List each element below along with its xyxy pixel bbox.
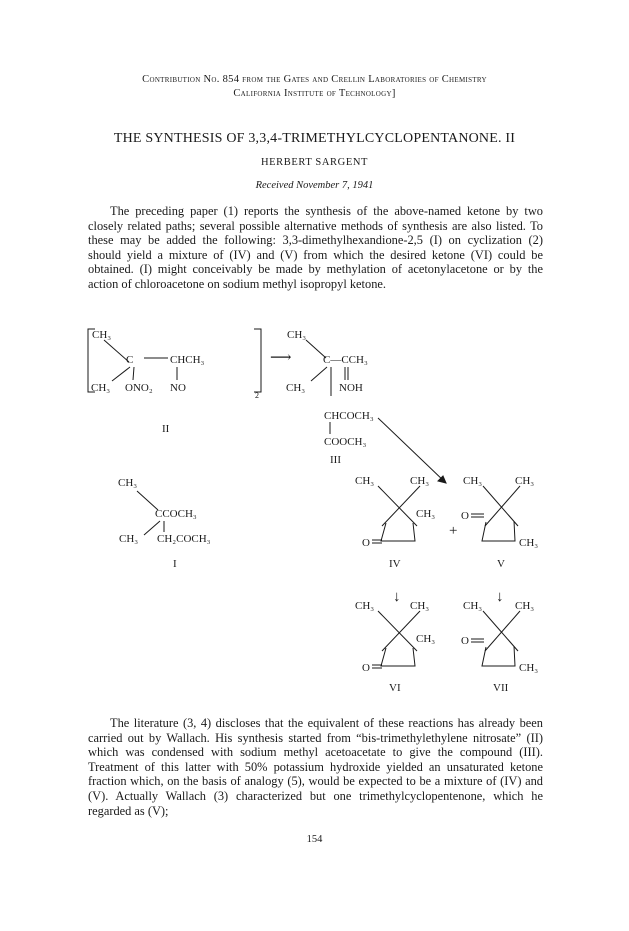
plus-sign: + (449, 523, 458, 539)
label-v: V (497, 558, 505, 570)
iv-ch3-b: CH₃ (410, 475, 430, 487)
iii-ch3-left: CH₃ (286, 382, 306, 394)
i-ch3-top: CH₃ (118, 477, 138, 489)
article-title: THE SYNTHESIS OF 3,3,4-TRIMETHYLCYCLOPENTANONE. II (113, 131, 516, 146)
literature-paragraph (88, 716, 543, 818)
iv-ch3-a: CH₃ (355, 475, 375, 487)
vi-oxygen: O (362, 662, 370, 674)
v-ch3-a: CH₃ (463, 475, 483, 487)
iii-noh: NOH (339, 382, 363, 394)
paragraph-text: The preceding paper (1) reports the synthesis of the above-named ketone by two closely related paths; several possible alternative methods of synthesis are also listed. To these may be added the following: 3,3-dimethylhexandione-2,5 (I) on cyclization (2) should yield a mixture of (IV) and (V) from which the desired ketone (VI) could be obtained. (I) might conceivably be made by methylation of acetonylacetone or by the action of chloroacetone on sodium methyl isopropyl ketone. (88, 204, 543, 291)
vi-ch3-a: CH₃ (355, 600, 375, 612)
ii-ch3-bottom: CH₃ (91, 382, 111, 394)
vi-ch3-c: CH₃ (416, 633, 436, 645)
label-iii: III (330, 454, 341, 466)
v-oxygen: O (461, 510, 469, 522)
contribution-header-line1: Contribution No. 854 from the Gates and Crellin Laboratories of Chemistry (142, 74, 487, 85)
page-number: 154 (306, 834, 323, 845)
v-ch3-c: CH₃ (519, 537, 539, 549)
vii-oxygen: O (461, 635, 469, 647)
intro-paragraph (88, 204, 543, 292)
ii-ono2: ONO₂ (125, 382, 153, 394)
ii-chch3: CHCH₃ (170, 354, 205, 366)
i-ch2coch3: CH₂COCH₃ (157, 533, 211, 545)
reaction-scheme (0, 318, 629, 708)
vi-ch3-b: CH₃ (410, 600, 430, 612)
vii-ch3-a: CH₃ (463, 600, 483, 612)
label-ii: II (162, 423, 170, 435)
iii-c-cch3: C—CCH₃ (323, 354, 368, 366)
iii-ch3-top: CH₃ (287, 329, 307, 341)
i-ch3-left: CH₃ (119, 533, 139, 545)
label-vii: VII (493, 682, 509, 694)
ii-ch3-top: CH₃ (92, 329, 112, 341)
vii-ch3-c: CH₃ (519, 662, 539, 674)
v-ch3-b: CH₃ (515, 475, 535, 487)
ii-no: NO (170, 382, 186, 394)
paragraph-text: The literature (3, 4) discloses that the equivalent of these reactions has already been carried out by Wallach. His synthesis started from “bis-trimethylethylene nitrosate” (II) which was condensed with sodium methyl acetoacetate to give the compound (III). Treatment of this latter with 50% potassium hydroxide yielded an unsaturated ketone fraction which, on the basis of analogy (5), would be expected to be a mixture of (IV) and (V). Actually Wallach (3) characterized but one trimethylcyclopentenone, which he regarded as (V); (88, 716, 543, 818)
label-i: I (173, 558, 177, 570)
down-arrow-iv: ↓ (393, 589, 401, 605)
iii-cooch3: COOCH₃ (324, 436, 367, 448)
vii-ch3-b: CH₃ (515, 600, 535, 612)
label-vi: VI (389, 682, 401, 694)
iii-chcoch3: CHCOCH₃ (324, 410, 374, 422)
iv-ch3-c: CH₃ (416, 508, 436, 520)
ii-bracket-subscript: 2 (255, 391, 259, 400)
down-arrow-v: ↓ (496, 589, 504, 605)
i-ccoch3: CCOCH₃ (155, 508, 197, 520)
reaction-arrow: ⟶ (270, 350, 292, 366)
label-iv: IV (389, 558, 401, 570)
received-date: Received November 7, 1941 (255, 180, 374, 191)
iv-oxygen: O (362, 537, 370, 549)
right-bracket (254, 329, 261, 392)
contribution-header-line2: California Institute of Technology] (233, 88, 396, 99)
author-name: HERBERT SARGENT (260, 157, 369, 168)
ii-carbon: C (126, 354, 134, 366)
